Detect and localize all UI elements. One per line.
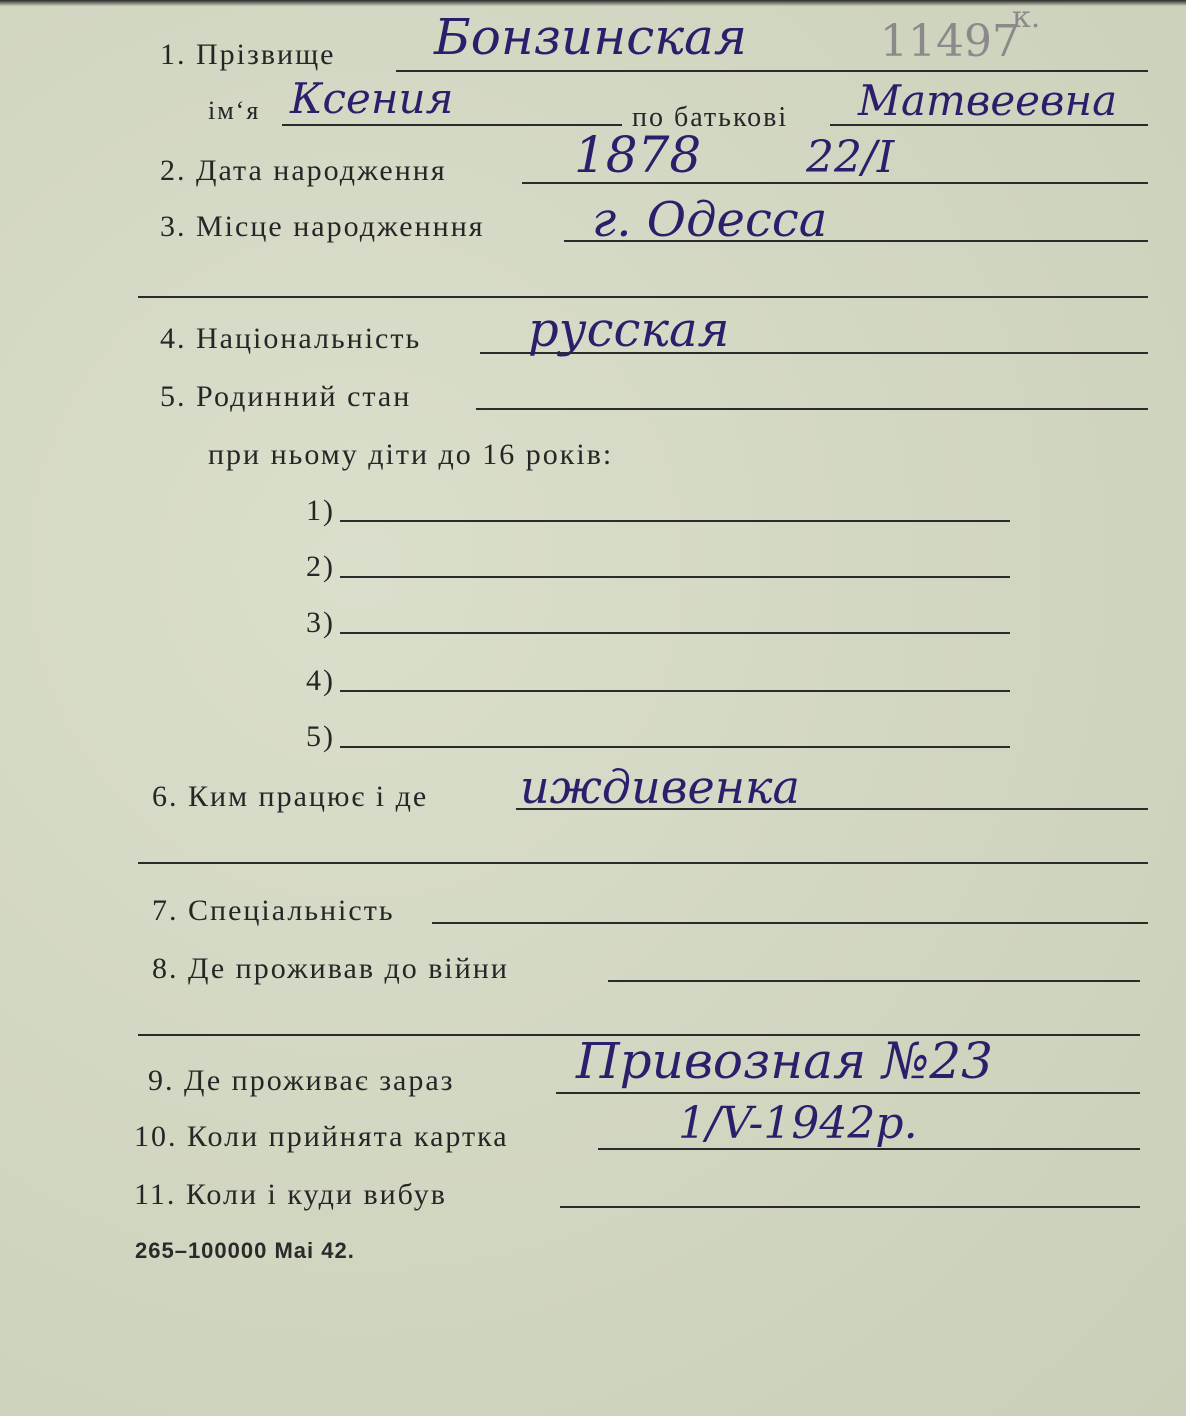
line-first-name [282,124,622,126]
line-current-residence [556,1092,1140,1094]
hw-birth-day: 22/I [806,132,895,183]
line-child-3 [340,632,1010,634]
hw-birthplace: г. Одесса [592,192,828,248]
line-prewar-residence [608,980,1140,982]
children-row-1: 1) [306,494,335,527]
label-children: при ньому діти до 16 років: [208,438,614,471]
hw-surname: Бонзинская [434,8,747,66]
label-first-name: ім‘я [208,96,261,125]
line-surname [396,70,1148,72]
line-child-2 [340,576,1010,578]
children-row-5: 5) [306,720,335,753]
label-departure: 11. Коли і куди вибув [134,1178,447,1211]
children-row-2: 2) [306,550,335,583]
label-family-status: 5. Родинний стан [160,380,412,413]
line-birthplace-2 [138,296,1148,298]
children-row-4: 4) [306,664,335,697]
hw-first-name: Ксения [290,74,454,123]
label-surname: 1. Прізвище [160,38,336,71]
hw-birth-year: 1878 [574,126,702,184]
label-prewar-residence: 8. Де проживав до війни [152,952,509,985]
hw-pencil-number: 11497 [880,16,1020,67]
label-nationality: 4. Національність [160,322,422,355]
label-current-residence: 9. Де проживає зараз [148,1064,455,1097]
label-occupation: 6. Ким працює і де [152,780,429,813]
line-child-1 [340,520,1010,522]
hw-nationality: русская [528,302,730,358]
line-occupation-2 [138,862,1148,864]
label-birthplace: 3. Місце народженння [160,210,485,243]
label-birth-date: 2. Дата народження [160,154,447,187]
line-departure [560,1206,1140,1208]
hw-patronymic: Матвеевна [858,76,1118,125]
label-patronymic: по батькові [632,102,789,133]
line-child-4 [340,690,1010,692]
hw-card-date: 1/V-1942р. [678,1098,918,1149]
line-specialty [432,922,1148,924]
label-specialty: 7. Спеціальність [152,894,395,927]
hw-current-residence: Привозная №23 [576,1032,993,1090]
hw-occupation: иждивенка [520,760,800,814]
hw-pencil-mark: к. [1012,0,1041,35]
card-top-edge [0,0,1186,6]
line-family-status [476,408,1148,410]
line-child-5 [340,746,1010,748]
label-card-accepted: 10. Коли прийнята картка [134,1120,509,1153]
printer-mark: 265–100000 Mai 42. [135,1238,355,1263]
children-row-3: 3) [306,606,335,639]
